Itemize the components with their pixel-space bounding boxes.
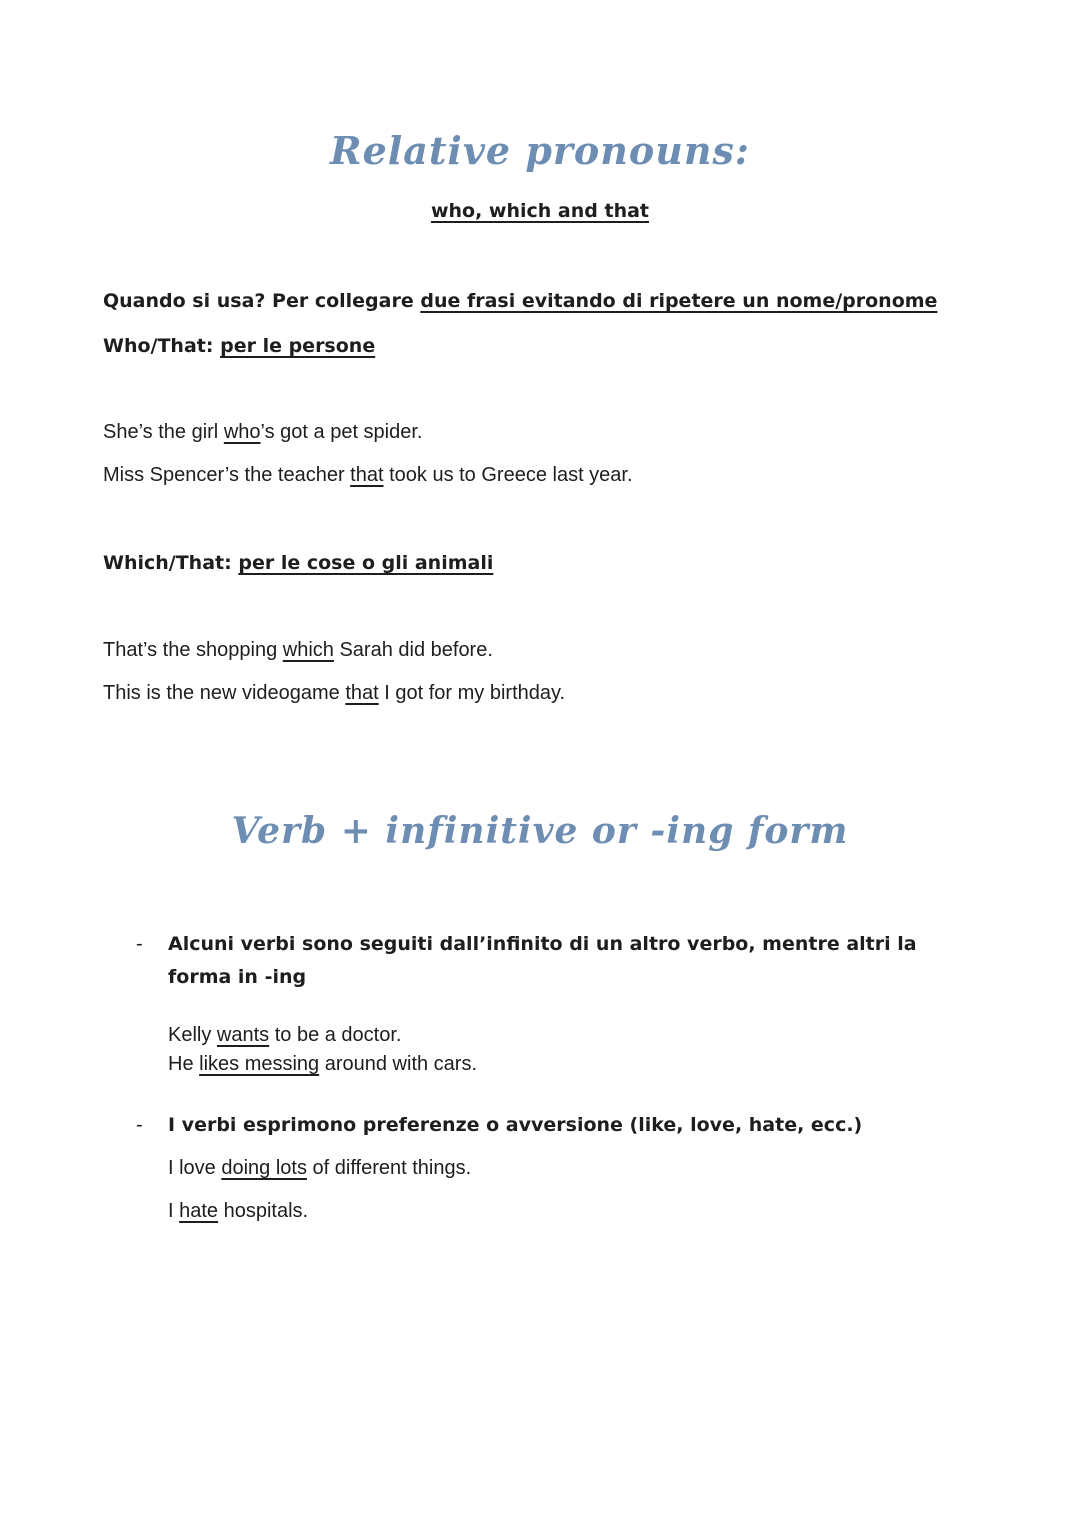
which-that-label: Which/That: [103,552,232,574]
example-sentence [168,1200,308,1223]
example-text: I got for my birthday. [378,682,566,704]
example-text: I [168,1200,180,1222]
example-text: He [168,1053,200,1075]
example-text: I love [168,1157,222,1179]
example-highlight: which [282,639,334,661]
example-highlight: that [345,682,379,704]
example-text: Kelly [168,1024,217,1046]
who-that-rule [103,335,375,357]
example-sentence [168,1053,477,1076]
bullet-dash: - [136,933,143,955]
example-sentence [168,1157,471,1180]
example-text: hospitals. [218,1200,309,1222]
example-highlight: that [350,464,384,486]
which-that-usage: per le cose o gli animali [238,552,494,574]
bullet-rule-line: I verbi esprimono preferenze o avversione (like, love, hate, ecc.) [168,1114,863,1136]
section-subtitle: who, which and that [430,200,650,222]
example-sentence [103,464,633,487]
example-highlight: likes messing [199,1053,320,1075]
section-title-verb-forms: Verb + infinitive or -ing form [231,810,849,852]
section-title-relative-pronouns: Relative pronouns: [330,128,750,173]
example-text: Sarah did before. [333,639,493,661]
which-that-rule [103,552,493,574]
usage-question-prefix: Quando si usa? Per collegare [103,290,421,312]
example-text: took us to Greece last year. [383,464,633,486]
bullet-rule-line: forma in -ing [168,966,307,988]
example-sentence [103,682,565,705]
usage-question [103,290,937,312]
example-highlight: hate [179,1200,219,1222]
example-sentence [103,421,422,444]
example-text: That’s the shopping [103,639,283,661]
example-highlight: wants [216,1024,270,1046]
example-text: Miss Spencer’s the teacher [103,464,351,486]
example-text: She’s the girl [103,421,224,443]
bullet-rule-line: Alcuni verbi sono seguiti dall’infinito di un altro verbo, mentre altri la [168,933,917,955]
example-highlight: who [223,421,261,443]
bullet-dash: - [136,1114,143,1136]
example-text: This is the new videogame [103,682,346,704]
example-text: ’s got a pet spider. [260,421,423,443]
example-sentence [168,1024,401,1047]
example-text: of different things. [306,1157,472,1179]
who-that-label: Who/That: [103,335,214,357]
example-text: to be a doctor. [269,1024,402,1046]
who-that-usage: per le persone [220,335,376,357]
example-highlight: doing lots [221,1157,307,1179]
usage-question-answer: due frasi evitando di ripetere un nome/pronome [420,290,938,312]
example-sentence [103,639,493,662]
example-text: around with cars. [319,1053,478,1075]
